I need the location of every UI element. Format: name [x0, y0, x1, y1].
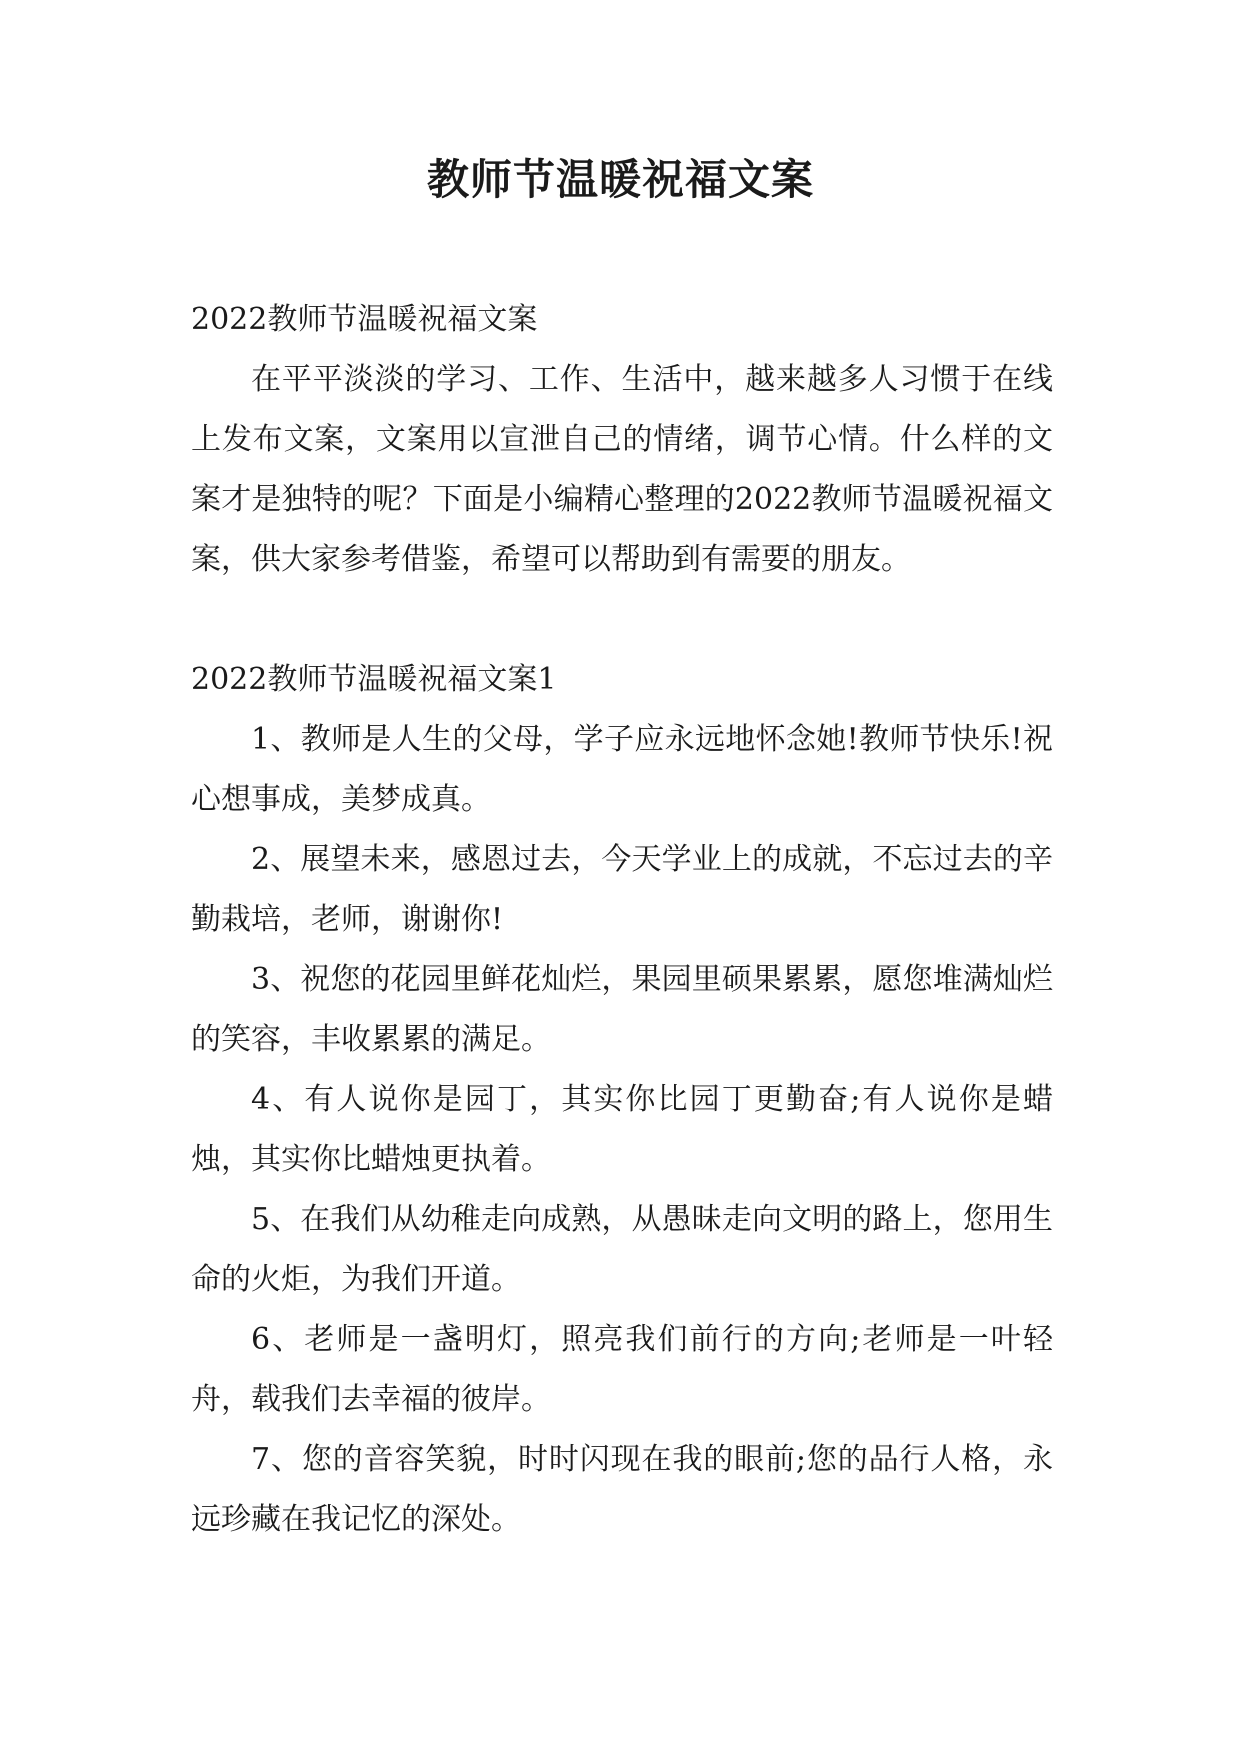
- list-item: 6、老师是一盏明灯，照亮我们前行的方向;老师是一叶轻舟，载我们去幸福的彼岸。: [191, 1322, 1053, 1417]
- list-item: 1、教师是人生的父母，学子应永远地怀念她!教师节快乐!祝心想事成，美梦成真。: [191, 722, 1053, 817]
- list-item: 7、您的音容笑貌，时时闪现在我的眼前;您的品行人格，永远珍藏在我记忆的深处。: [191, 1442, 1053, 1537]
- list-item: 4、有人说你是园丁，其实你比园丁更勤奋;有人说你是蜡烛，其实你比蜡烛更执着。: [191, 1082, 1053, 1177]
- list-item: 5、在我们从幼稚走向成熟，从愚昧走向文明的路上，您用生命的火炬，为我们开道。: [191, 1202, 1053, 1297]
- section-spacer: [191, 590, 1053, 650]
- subtitle: 2022教师节温暖祝福文案: [191, 302, 538, 337]
- list-item: 3、祝您的花园里鲜花灿烂，果园里硕果累累，愿您堆满灿烂的笑容，丰收累累的满足。: [191, 962, 1053, 1057]
- page-title: 教师节温暖祝福文案: [426, 155, 814, 204]
- intro-paragraph: 在平平淡淡的学习、工作、生活中，越来越多人习惯于在线上发布文案，文案用以宣泄自己的情绪，调节心情。什么样的文案才是独特的呢？下面是小编精心整理的2022教师节温暖祝福文案，供大家参考借鉴，希望可以帮助到有需要的朋友。: [191, 362, 1053, 577]
- section-heading: 2022教师节温暖祝福文案1: [191, 662, 557, 697]
- document-body: [191, 290, 1053, 1550]
- list-item: 2、展望未来，感恩过去，今天学业上的成就，不忘过去的辛勤栽培，老师，谢谢你!: [191, 842, 1053, 937]
